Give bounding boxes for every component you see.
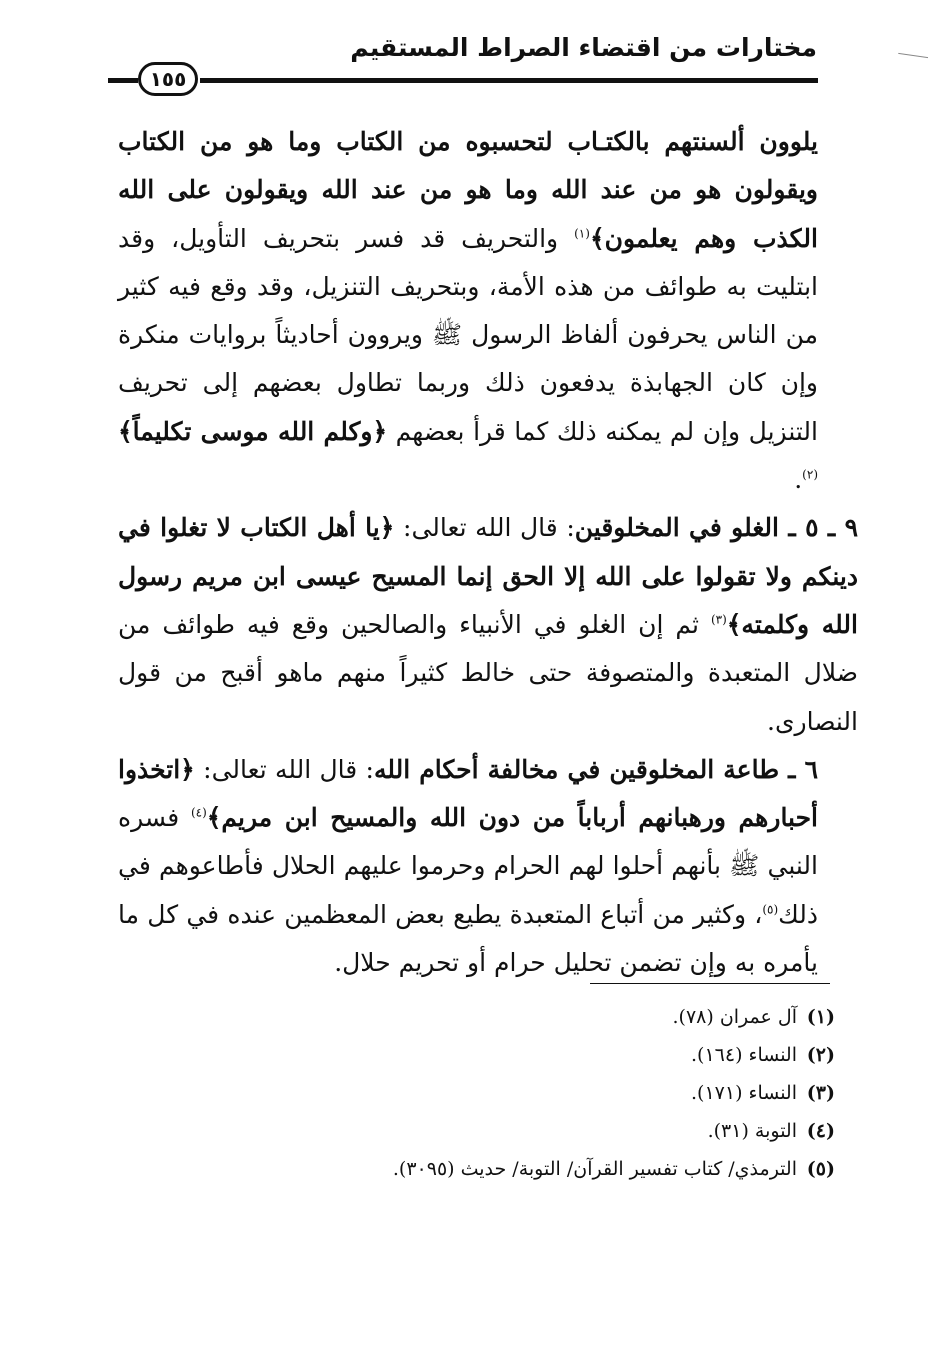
footnote-text: الترمذي/ كتاب تفسير القرآن/ التوبة/ حديث (٣٠٩٥). [392,1158,797,1180]
footnote-4 [300,1112,835,1150]
paragraph-text: ، وكثير من أتباع المتعبدة يطيع بعض المعظمين عنده في كل ما يأمره به وإن تضمن تحليل حرام أو تحريم حلال. [118,899,818,978]
paragraph-text: . [794,465,803,495]
quran-quote: يلوون ألسنتهم بالكتـاب لتحسبوه من الكتاب وما هو من الكتاب ويقولون هو من عند الله وما هو من عند الله ويقولون على الله الكذب وهم يعلمون﴾ [118,127,818,253]
footnote-number: (٤) [806,1120,835,1142]
footnote-text: آل عمران (٧٨). [672,1006,797,1028]
footnote-text: النساء (١٧١). [690,1082,797,1104]
footnote-text: النساء (١٦٤). [690,1044,797,1066]
quran-quote: ﴿يا أهل الكتاب لا تغلوا في دينكم ولا تقولوا على الله إلا الحق إنما المسيح عيسى ابن مريم رسول الله وكلمته﴾ [118,513,858,639]
footnote-number: (٢) [806,1044,835,1066]
footnote-3 [300,1074,835,1112]
footnote-2 [300,1036,835,1074]
header-rule-left [108,78,138,83]
paragraph-text: : قال الله تعالى: [394,513,575,543]
footnote-5 [300,1150,835,1188]
paragraph-3 [118,746,818,987]
footnote-text: التوبة (٣١). [707,1120,797,1142]
header-rule [200,78,818,83]
page-number: ١٥٥ [138,62,198,96]
footnote-number: (٥) [806,1158,835,1180]
section-heading: ٥ ـ الغلو في المخلوقين [574,513,819,543]
paragraph-text: والتحريف قد فسر بتحريف التأويل، وقد ابتليت به طوائف من هذه الأمة، وبتحريف التنزيل، وقد وقع فيه كثير من الناس يحرفون ألفاظ الرسول ﷺ ويروون أحاديثاً بروايات منكرة وإن كان الجهابذة يدفعون ذلك وربما تطاول بعضهم إلى تحريف التنزيل وإن لم يمكنه ذلك كما قرأ بعضهم [118,223,818,446]
footnote-ref-3: (٣) [710,612,727,627]
paragraph-text: ثم إن الغلو في الأنبياء والصالحين وقع فيه طوائف من ضلال المتعبدة والمتصوفة حتى خالط كثيراً منهم ماهو أقبح من قول النصارى. [118,609,858,736]
footnote-number: (٣) [806,1082,835,1104]
paragraph-1 [118,118,818,504]
footnote-number: (١) [806,1006,835,1028]
footnote-ref-5: (٥) [762,902,779,917]
footnote-1 [300,998,835,1036]
section-heading: ٦ ـ طاعة المخلوقين في مخالفة أحكام الله [373,754,818,784]
footnote-ref-1: (١) [574,226,590,241]
quran-quote: ﴿وكلم الله موسى تكليماً﴾ [118,416,388,446]
paragraph-text: : قال الله تعالى: [194,754,374,784]
footnote-separator [590,983,830,984]
footnote-ref-2: (٢) [802,467,818,482]
scan-edge-mark [898,53,928,60]
paragraph-2 [118,504,858,745]
quran-quote: ﴿اتخذوا أحبارهم ورهبانهم أرباباً من دون الله والمسيح ابن مريم﴾ [118,754,819,833]
running-title: مختارات من اقتضاء الصراط المستقيم [350,33,817,62]
footnote-ref-4: (٤) [190,805,207,820]
footnotes-list [300,998,835,1188]
paragraph-text: فسره النبي ﷺ بأنهم أحلوا لهم الحرام وحرموا عليهم الحلال فأطاعوهم في ذلك [118,803,818,929]
item-number: ٩ ـ [818,513,859,543]
main-text [118,118,859,987]
